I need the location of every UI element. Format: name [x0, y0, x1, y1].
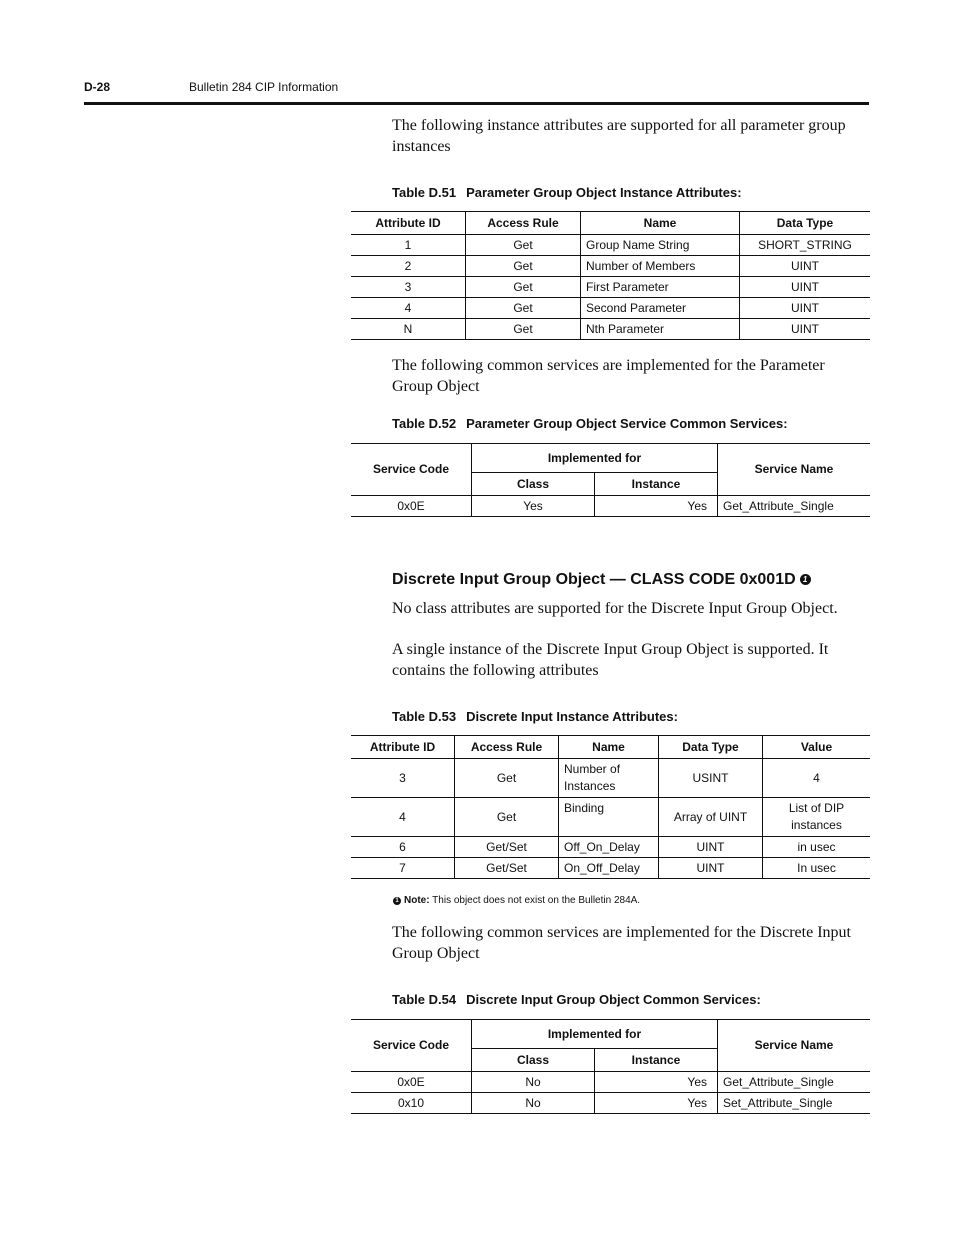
table-cell: In usec	[763, 858, 871, 879]
table-d52	[351, 443, 870, 517]
table-d52-title: Parameter Group Object Service Common Services:	[466, 416, 788, 431]
intro-paragraph-2: The following common services are implemented for the Parameter Group Object	[392, 357, 825, 395]
table-cell: Get_Attribute_Single	[718, 1072, 871, 1093]
table-cell: USINT	[659, 759, 763, 798]
column-header: Name	[559, 736, 659, 759]
column-header: Access Rule	[455, 736, 559, 759]
table-row	[351, 319, 870, 340]
table-cell: UINT	[740, 277, 871, 298]
table-cell: 6	[351, 837, 455, 858]
table-cell: Get/Set	[455, 858, 559, 879]
table-cell: 4	[351, 298, 466, 319]
column-header: Data Type	[740, 212, 871, 235]
table-cell: Nth Parameter	[581, 319, 740, 340]
paragraph-single-instance: A single instance of the Discrete Input Group Object is supported. It contains the following attributes	[392, 641, 829, 679]
column-header: Value	[763, 736, 871, 759]
table-d53-label: Table D.53	[392, 709, 457, 724]
column-header-class: Class	[472, 1049, 595, 1072]
table-cell: UINT	[659, 858, 763, 879]
table-d53-title: Discrete Input Instance Attributes:	[466, 709, 678, 724]
header-rule	[84, 102, 869, 105]
table-cell: Yes	[595, 496, 718, 517]
note-reference-marker: 1	[800, 574, 811, 585]
footnote-marker: 1	[393, 897, 401, 905]
table-row	[351, 1072, 870, 1093]
table-row	[351, 759, 870, 798]
table-cell: Number of Members	[581, 256, 740, 277]
table-row	[351, 256, 870, 277]
table-row	[351, 298, 870, 319]
table-row	[351, 837, 870, 858]
table-d51-title: Parameter Group Object Instance Attributes:	[466, 185, 742, 200]
table-row	[351, 496, 870, 517]
table-cell: UINT	[740, 319, 871, 340]
section-heading	[392, 571, 871, 589]
column-header-implemented-for: Implemented for	[472, 1020, 718, 1049]
column-header: Attribute ID	[351, 212, 466, 235]
table-row	[351, 798, 870, 837]
table-d54-title: Discrete Input Group Object Common Services:	[466, 992, 761, 1007]
column-header-class: Class	[472, 473, 595, 496]
table-d52-label: Table D.52	[392, 416, 457, 431]
intro-paragraph-1: The following instance attributes are supported for all parameter group instances	[392, 117, 846, 155]
table-cell: 0x10	[351, 1093, 472, 1114]
column-header-instance: Instance	[595, 473, 718, 496]
table-cell: Number of Instances	[559, 759, 659, 798]
table-row	[351, 277, 870, 298]
table-cell: Set_Attribute_Single	[718, 1093, 871, 1114]
table-cell: 2	[351, 256, 466, 277]
table-cell: Yes	[595, 1093, 718, 1114]
table-cell: Get	[466, 319, 581, 340]
table-row	[351, 1093, 870, 1114]
table-cell: 1	[351, 235, 466, 256]
table-cell: Get	[455, 759, 559, 798]
table-cell: 0x0E	[351, 496, 472, 517]
table-cell: List of DIP instances	[763, 798, 871, 837]
footnote-text: This object does not exist on the Bulletin 284A.	[432, 895, 641, 906]
table-cell: Binding	[559, 798, 659, 837]
table-cell: 4	[351, 798, 455, 837]
section-heading-text: Discrete Input Group Object — CLASS CODE 0x001D	[392, 571, 796, 588]
table-cell: 0x0E	[351, 1072, 472, 1093]
table-cell: No	[472, 1072, 595, 1093]
table-cell: N	[351, 319, 466, 340]
table-d53	[351, 735, 870, 879]
table-d52-caption	[392, 416, 871, 431]
intro-paragraph-5: The following common services are implemented for the Discrete Input Group Object	[392, 924, 851, 962]
table-cell: UINT	[740, 256, 871, 277]
table-cell: No	[472, 1093, 595, 1114]
table-cell: 7	[351, 858, 455, 879]
table-d53-caption	[392, 709, 871, 724]
paragraph-no-class-attributes: No class attributes are supported for the Discrete Input Group Object.	[392, 600, 838, 617]
table-cell: Off_On_Delay	[559, 837, 659, 858]
table-cell: SHORT_STRING	[740, 235, 871, 256]
footnote	[393, 895, 871, 906]
table-cell: 4	[763, 759, 871, 798]
table-cell: Get	[466, 277, 581, 298]
table-cell: Get	[466, 298, 581, 319]
table-cell: Group Name String	[581, 235, 740, 256]
page-content	[351, 115, 871, 1114]
table-cell: Get	[455, 798, 559, 837]
table-cell: UINT	[740, 298, 871, 319]
column-header: Name	[581, 212, 740, 235]
table-cell: Array of UINT	[659, 798, 763, 837]
table-cell: UINT	[659, 837, 763, 858]
column-header-instance: Instance	[595, 1049, 718, 1072]
column-header: Data Type	[659, 736, 763, 759]
column-header: Attribute ID	[351, 736, 455, 759]
table-cell: Get_Attribute_Single	[718, 496, 871, 517]
running-title: Bulletin 284 CIP Information	[189, 80, 339, 94]
table-cell: Get	[466, 256, 581, 277]
column-header-implemented-for: Implemented for	[472, 444, 718, 473]
column-header: Access Rule	[466, 212, 581, 235]
table-row	[351, 858, 870, 879]
table-cell: Second Parameter	[581, 298, 740, 319]
table-cell: Yes	[472, 496, 595, 517]
footnote-label: Note:	[404, 895, 430, 906]
page-header	[84, 80, 869, 104]
page-number: D-28	[84, 80, 111, 94]
table-row	[351, 235, 870, 256]
column-header-service-code: Service Code	[351, 444, 472, 496]
table-cell: On_Off_Delay	[559, 858, 659, 879]
column-header-service-name: Service Name	[718, 1020, 871, 1072]
table-cell: Get/Set	[455, 837, 559, 858]
column-header-service-code: Service Code	[351, 1020, 472, 1072]
table-d54-label: Table D.54	[392, 992, 457, 1007]
table-d51-label: Table D.51	[392, 185, 457, 200]
table-cell: Get	[466, 235, 581, 256]
table-cell: First Parameter	[581, 277, 740, 298]
table-cell: 3	[351, 759, 455, 798]
table-d51	[351, 211, 870, 340]
table-d54	[351, 1019, 870, 1114]
table-cell: in usec	[763, 837, 871, 858]
column-header-service-name: Service Name	[718, 444, 871, 496]
table-cell: Yes	[595, 1072, 718, 1093]
table-d51-caption	[392, 185, 871, 200]
table-cell: 3	[351, 277, 466, 298]
table-d54-caption	[392, 992, 871, 1007]
